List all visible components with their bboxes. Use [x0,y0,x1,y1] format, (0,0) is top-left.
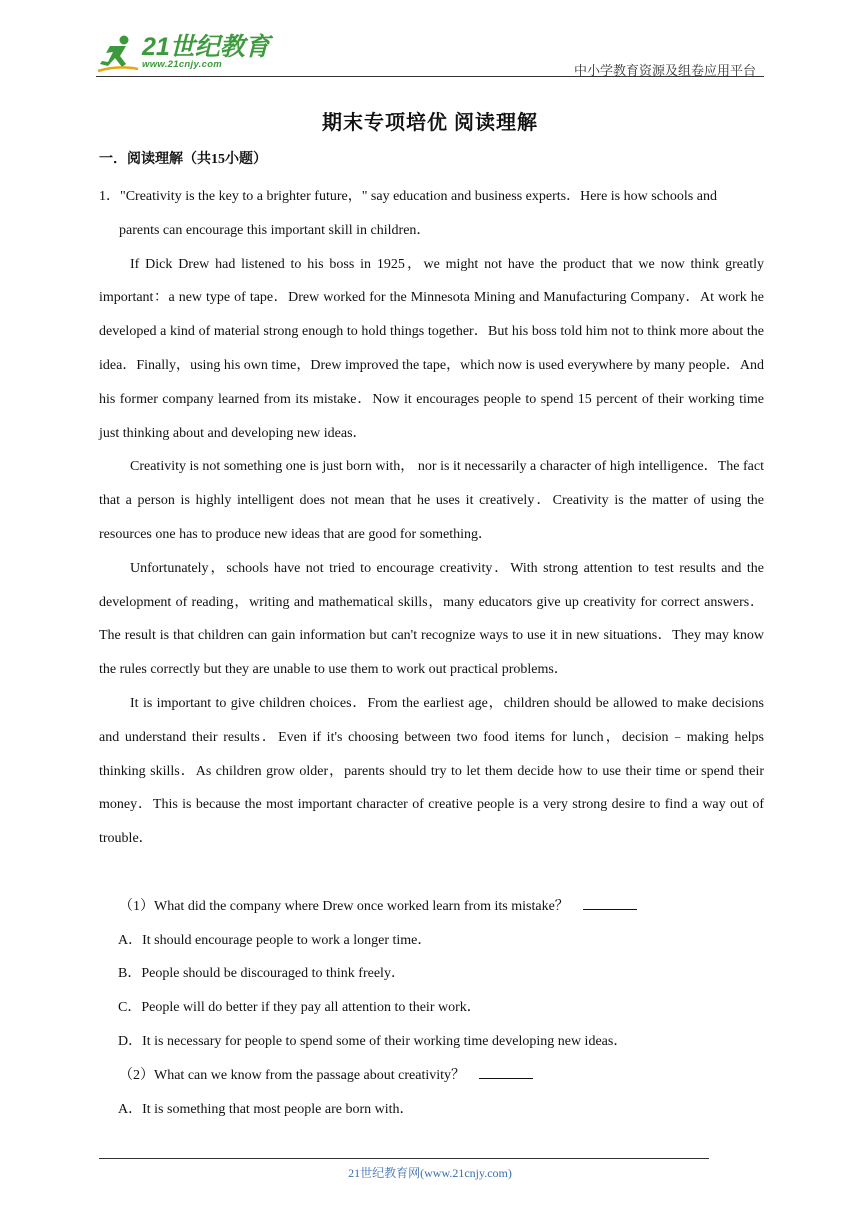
question-intro-line1: 1．"Creativity is the key to a brighter future，" say education and business experts．Here is how schools and [99,189,717,204]
logo-name: 21世纪教育 [142,33,270,61]
sub-question-stem: （1）What did the company where Drew once worked learn from its mistake？ [119,898,569,914]
passage-paragraph: Unfortunately，schools have not tried to encourage creativity．With strong attention to test results and the development of reading，writing and mathematical skills，many educators give up creativity for correct answers． The result is that children can gain information but can't recognize ways to use it in new situations．They may know the rules correctly but they are unable to use them to work out practical problems． [99,560,764,678]
footer-link[interactable]: 21世纪教育网(www.21cnjy.com) [348,1166,512,1180]
logo [96,34,270,74]
answer-blank[interactable] [479,1064,533,1079]
question-intro-line2: parents can encourage this important skill in children． [119,222,431,238]
option-d: D．It is necessary for people to spend some of their working time developing new ideas． [118,1033,628,1049]
option-a: A．It is something that most people are born with． [118,1101,414,1117]
sub-question-1 [99,890,764,924]
header-divider [96,76,764,77]
footer-divider [99,1158,709,1159]
question-body [99,180,764,1126]
runner-logo-icon [96,34,140,74]
option-b: B．People should be discouraged to think freely． [118,966,405,982]
answer-blank[interactable] [583,895,637,910]
option-a: A．It should encourage people to work a longer time． [118,932,432,948]
platform-name: 中小学教育资源及组卷应用平台 [573,63,756,78]
question-intro [99,180,764,248]
spacer [99,856,764,890]
logo-url: www.21cnjy.com [142,59,223,70]
section-heading: 一．阅读理解（共15小题） [99,152,267,167]
page-header [96,34,764,78]
passage-paragraph: Creativity is not something one is just born with， nor is it necessarily a character of high intelligence．The fact that a person is highly intelligent does not mean that he uses it creatively．Creativity is the matter of using the resources one has to produce new ideas that are good for something． [99,459,764,542]
option-c: C．People will do better if they pay all attention to their work． [118,1000,481,1016]
passage-paragraph: If Dick Drew had listened to his boss in 1925，we might not have the product that we now think greatly important：a new type of tape．Drew worked for the Minnesota Mining and Manufacturing Company．At work he developed a kind of material strong enough to hold things together．But his boss told him not to think more about the idea．Finally，using his own time，Drew improved the tape，which now is used everywhere by many people．And his former company learned from its mistake．Now it encourages people to spend 15 percent of their working time just thinking about and developing new ideas． [99,256,764,441]
sub-question-2 [99,1059,764,1093]
page-title: 期末专项培优 阅读理解 [322,112,538,134]
sub-question-stem: （2）What can we know from the passage about creativity？ [119,1067,466,1083]
passage-paragraph: It is important to give children choices．From the earliest age，children should be allowed to make decisions and understand their results．Even if it's choosing between two food items for lunch，decision﹣making helps thinking skills．As children grow older，parents should try to let them decide how to use their time or spend their money．This is because the most important character of creative people is a very strong desire to find a way out of trouble． [99,695,764,847]
